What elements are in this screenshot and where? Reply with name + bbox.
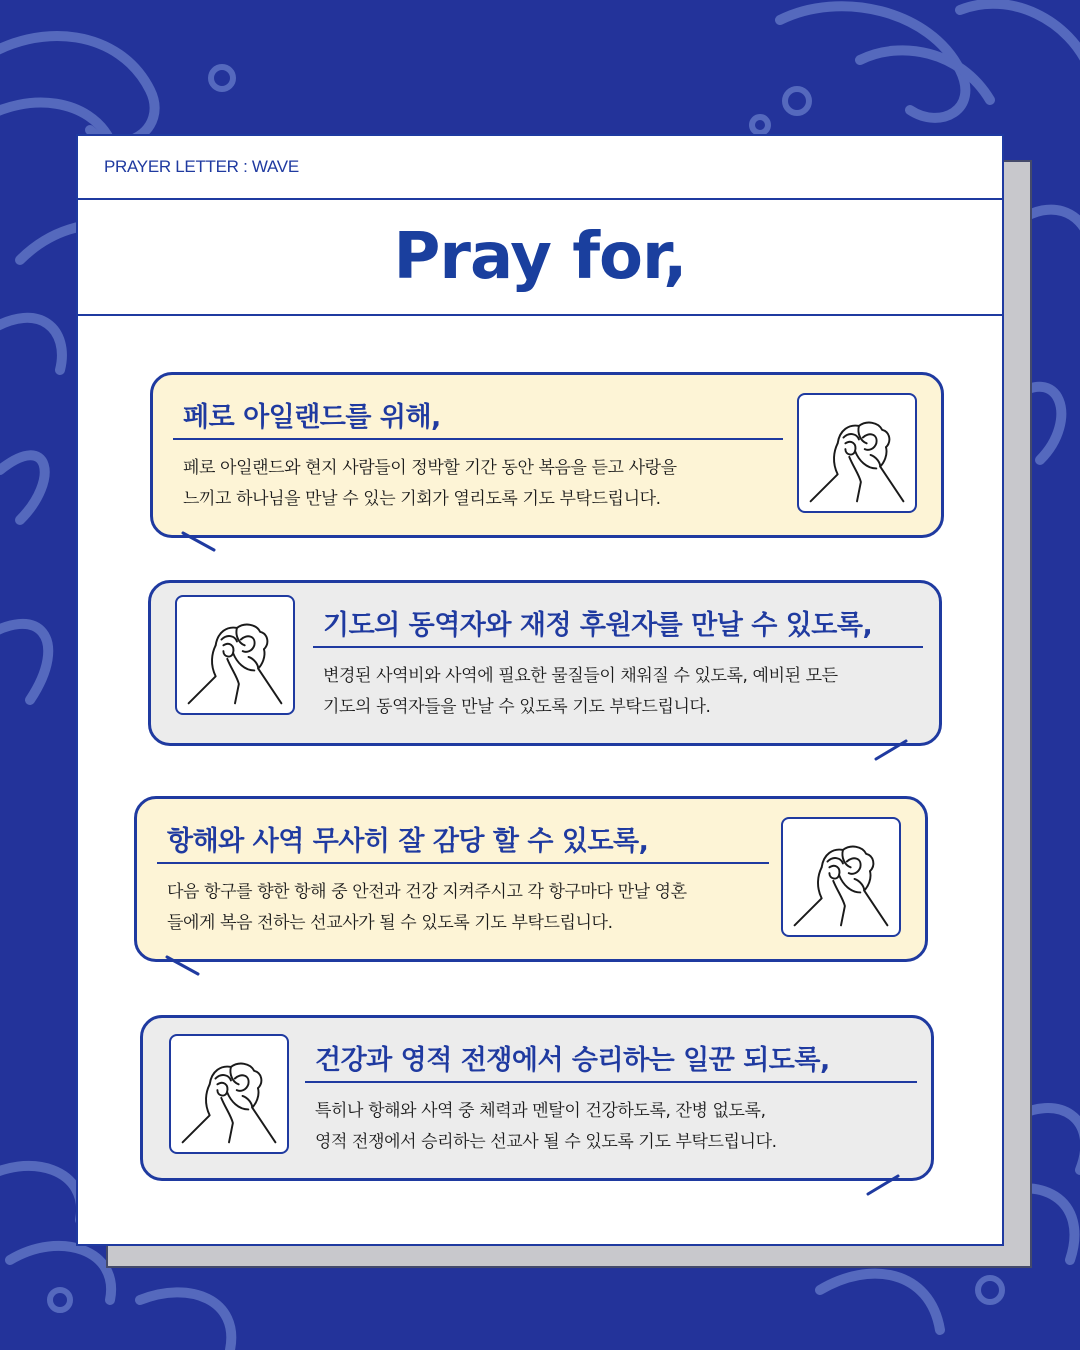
- prayer-bubble-4: [140, 1015, 934, 1181]
- praying-hands-icon: [175, 595, 295, 715]
- prayer-line-4a: 특히나 항해와 사역 중 체력과 멘탈이 건강하도록, 잔병 없도록,: [315, 1101, 766, 1121]
- prayer-rule-4: [305, 1081, 917, 1083]
- prayer-text-2: [323, 661, 838, 723]
- prayer-line-2a: 변경된 사역비와 사역에 필요한 물질들이 채워질 수 있도록, 예비된 모든: [323, 666, 838, 686]
- bubble-tail-3: [164, 954, 214, 984]
- series-label: PRAYER LETTER : WAVE: [104, 157, 299, 176]
- title-band: [78, 200, 1002, 316]
- prayer-line-3a: 다음 항구를 향한 항해 중 안전과 건강 지켜주시고 각 항구마다 만날 영혼: [167, 882, 687, 902]
- prayer-line-1a: 페로 아일랜드와 현지 사람들이 정박할 기간 동안 복음을 듣고 사랑을: [183, 458, 677, 478]
- bubble-tail-1: [180, 530, 230, 560]
- bubble-tail-4: [862, 1173, 912, 1203]
- prayer-bubble-3: [134, 796, 928, 962]
- page-title: Pray for,: [393, 220, 687, 294]
- prayer-line-3b: 들에게 복음 전하는 선교사가 될 수 있도록 기도 부탁드립니다.: [167, 913, 613, 933]
- prayer-heading-2: 기도의 동역자와 재정 후원자를 만날 수 있도록,: [323, 610, 873, 641]
- prayer-heading-1: 페로 아일랜드를 위해,: [183, 402, 441, 433]
- prayer-heading-3: 항해와 사역 무사히 잘 감당 할 수 있도록,: [167, 826, 649, 857]
- prayer-line-1b: 느끼고 하나님을 만날 수 있는 기회가 열리도록 기도 부탁드립니다.: [183, 489, 661, 509]
- prayer-heading-4: 건강과 영적 전쟁에서 승리하는 일꾼 되도록,: [315, 1045, 830, 1076]
- prayer-bubble-2: [148, 580, 942, 746]
- prayer-bubble-1: [150, 372, 944, 538]
- prayer-text-1: [183, 453, 677, 515]
- prayer-text-4: [315, 1096, 777, 1158]
- bubble-tail-2: [870, 738, 920, 768]
- prayer-line-4b: 영적 전쟁에서 승리하는 선교사 될 수 있도록 기도 부탁드립니다.: [315, 1132, 777, 1152]
- prayer-rule-3: [157, 862, 769, 864]
- praying-hands-icon: [781, 817, 901, 937]
- praying-hands-icon: [797, 393, 917, 513]
- prayer-rule-1: [173, 438, 783, 440]
- card-top-bar: [78, 136, 1002, 200]
- prayer-line-2b: 기도의 동역자들을 만날 수 있도록 기도 부탁드립니다.: [323, 697, 711, 717]
- praying-hands-icon: [169, 1034, 289, 1154]
- prayer-rule-2: [313, 646, 923, 648]
- prayer-text-3: [167, 877, 687, 939]
